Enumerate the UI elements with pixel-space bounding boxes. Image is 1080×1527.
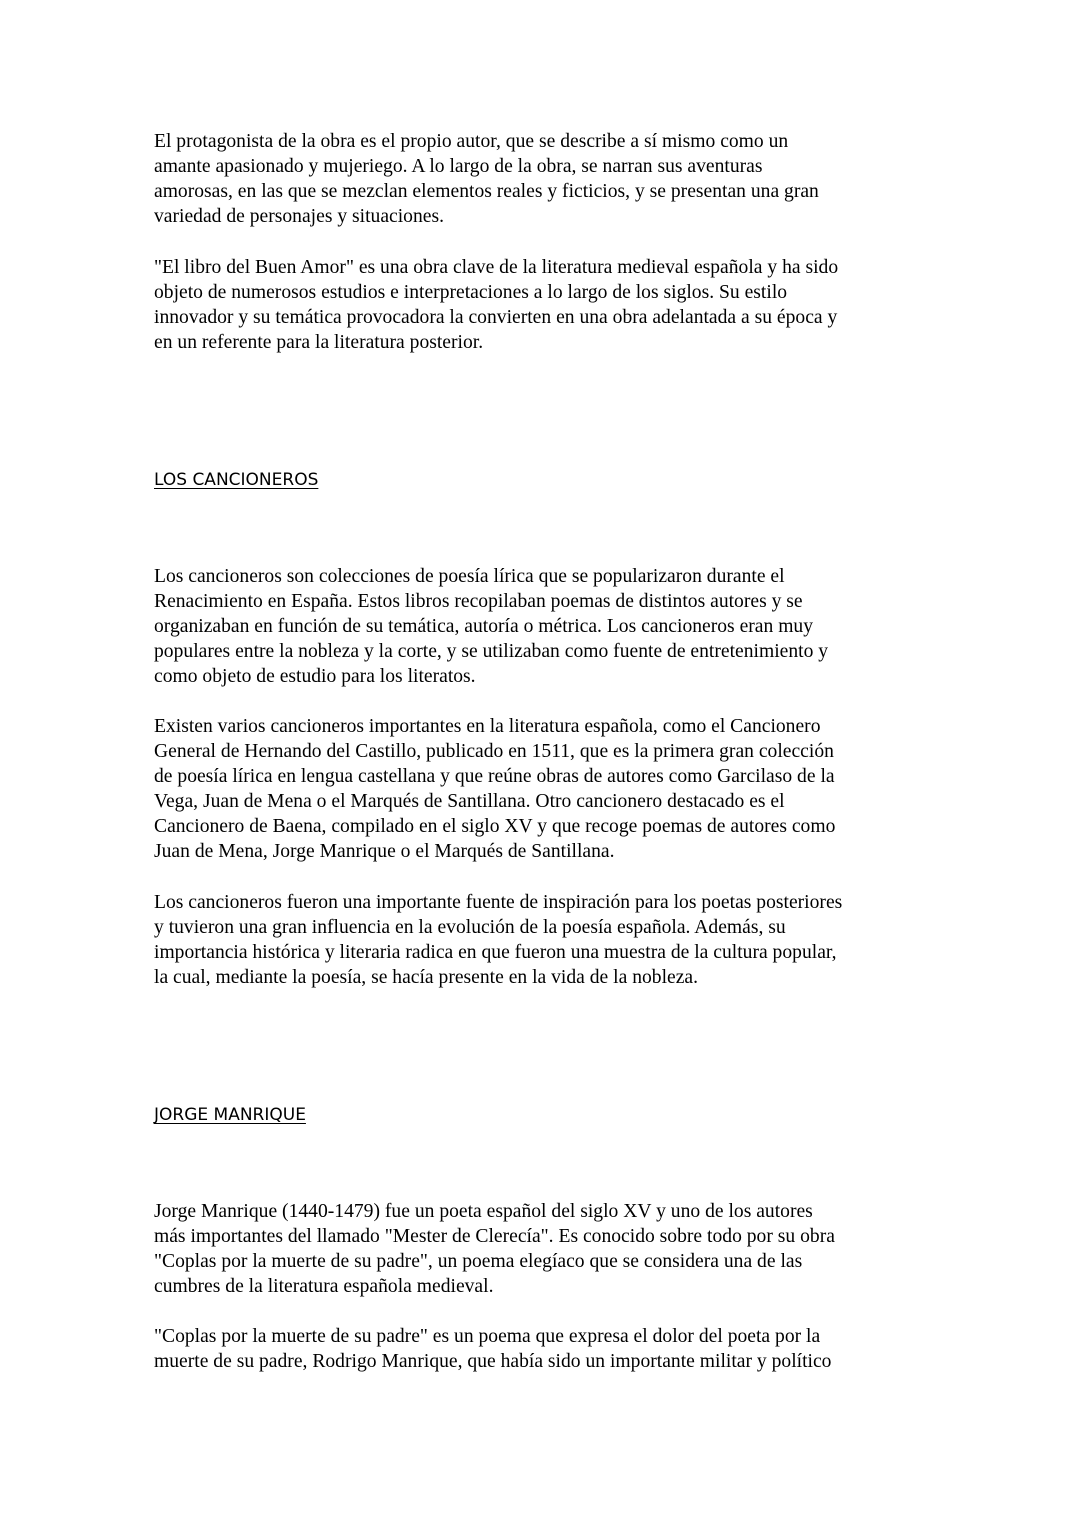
paragraph-cancioneros-influencia [154, 890, 934, 990]
text-line: la cual, mediante la poesía, se hacía presente en la vida de la nobleza. [154, 967, 699, 988]
text-line: General de Hernando del Castillo, publicado en 1511, que es la primera gran colección [154, 741, 834, 762]
text-line: en un referente para la literatura posterior. [154, 332, 484, 353]
section-heading-cancioneros: LOS CANCIONEROS [154, 470, 319, 490]
text-line: amante apasionado y mujeriego. A lo largo de la obra, se narran sus aventuras [154, 156, 763, 177]
text-line: Cancionero de Baena, compilado en el siglo XV y que recoge poemas de autores como [154, 816, 836, 837]
paragraph-coplas [154, 1324, 934, 1374]
text-line: Vega, Juan de Mena o el Marqués de Santillana. Otro cancionero destacado es el [154, 791, 785, 812]
text-line: muerte de su padre, Rodrigo Manrique, que había sido un importante militar y político [154, 1351, 832, 1372]
paragraph-cancioneros-importantes [154, 714, 934, 864]
text-line: Los cancioneros fueron una importante fuente de inspiración para los poetas posteriores [154, 892, 843, 913]
text-line: "Coplas por la muerte de su padre" es un poema que expresa el dolor del poeta por la [154, 1326, 821, 1347]
text-line: innovador y su temática provocadora la convierten en una obra adelantada a su época y [154, 307, 838, 328]
text-line: "El libro del Buen Amor" es una obra clave de la literatura medieval española y ha sido [154, 257, 839, 278]
text-line: importancia histórica y literaria radica en que fueron una muestra de la cultura popular, [154, 942, 837, 963]
text-line: cumbres de la literatura española medieval. [154, 1276, 494, 1297]
text-line: Renacimiento en España. Estos libros recopilaban poemas de distintos autores y se [154, 591, 803, 612]
text-line: más importantes del llamado "Mester de Clerecía". Es conocido sobre todo por su obra [154, 1226, 835, 1247]
text-line: variedad de personajes y situaciones. [154, 206, 444, 227]
paragraph-protagonista [154, 129, 934, 229]
text-line: El protagonista de la obra es el propio autor, que se describe a sí mismo como un [154, 131, 789, 152]
paragraph-jorge-manrique-intro [154, 1199, 934, 1299]
text-line: como objeto de estudio para los literatos. [154, 666, 476, 687]
paragraph-libro-buen-amor [154, 255, 934, 355]
text-line: Jorge Manrique (1440-1479) fue un poeta español del siglo XV y uno de los autores [154, 1201, 813, 1222]
text-line: "Coplas por la muerte de su padre", un poema elegíaco que se considera una de las [154, 1251, 803, 1272]
section-heading-jorge-manrique: JORGE MANRIQUE [154, 1105, 306, 1125]
text-line: Existen varios cancioneros importantes en la literatura española, como el Cancionero [154, 716, 821, 737]
paragraph-cancioneros-intro [154, 564, 934, 689]
text-line: Juan de Mena, Jorge Manrique o el Marqués de Santillana. [154, 841, 615, 862]
text-line: amorosas, en las que se mezclan elementos reales y ficticios, y se presentan una gran [154, 181, 819, 202]
text-line: objeto de numerosos estudios e interpretaciones a lo largo de los siglos. Su estilo [154, 282, 788, 303]
text-line: populares entre la nobleza y la corte, y se utilizaban como fuente de entretenimiento y [154, 641, 829, 662]
text-line: y tuvieron una gran influencia en la evolución de la poesía española. Además, su [154, 917, 786, 938]
text-line: organizaban en función de su temática, autoría o métrica. Los cancioneros eran muy [154, 616, 814, 637]
text-line: Los cancioneros son colecciones de poesía lírica que se popularizaron durante el [154, 566, 785, 587]
text-line: de poesía lírica en lengua castellana y que reúne obras de autores como Garcilaso de la [154, 766, 835, 787]
